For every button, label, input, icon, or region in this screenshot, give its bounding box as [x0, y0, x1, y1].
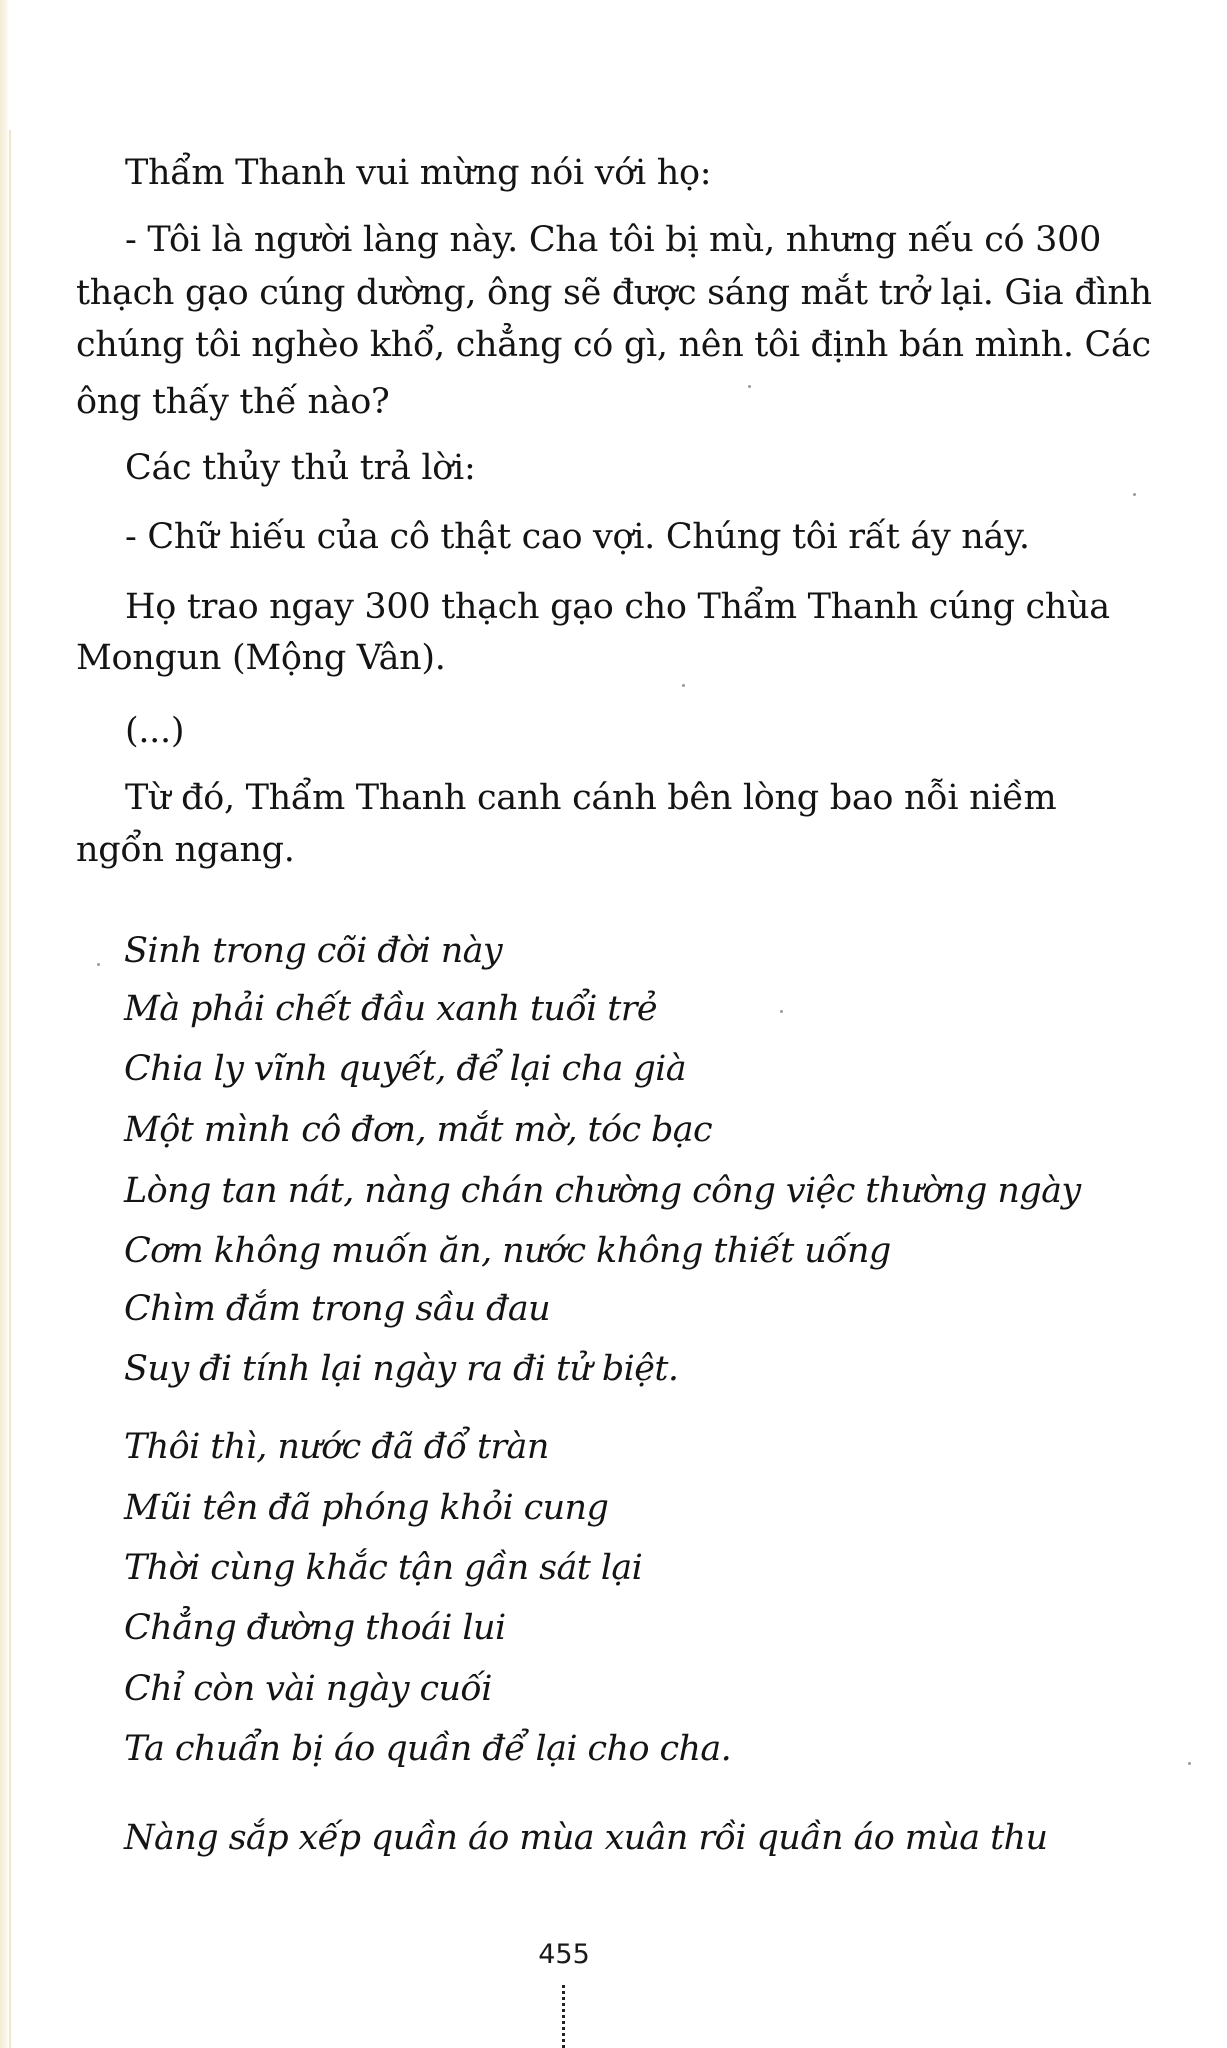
poem-stanza-2-line-5: Chỉ còn vài ngày cuối	[124, 1669, 492, 1709]
poem-stanza-2-line-3: Thời cùng khắc tận gần sát lại	[124, 1548, 643, 1588]
paragraph-3-line-1: Các thủy thủ trả lời:	[125, 448, 476, 488]
poem-stanza-2-line-1: Thôi thì, nước đã đổ tràn	[124, 1427, 549, 1467]
poem-stanza-1-line-4: Một mình cô đơn, mắt mờ, tóc bạc	[124, 1110, 713, 1150]
paragraph-6-ellipsis: (...)	[125, 711, 185, 751]
paragraph-2-line-1: - Tôi là người làng này. Cha tôi bị mù, nhưng nếu có 300	[125, 220, 1102, 260]
paragraph-5-line-2: Mongun (Mộng Vân).	[76, 638, 446, 678]
poem-stanza-1-line-1: Sinh trong cõi đời này	[124, 931, 503, 971]
scan-speck	[780, 1010, 783, 1013]
poem-stanza-1-line-8: Suy đi tính lại ngày ra đi tử biệt.	[124, 1349, 679, 1389]
poem-stanza-3-line-1: Nàng sắp xếp quần áo mùa xuân rồi quần áo mùa thu	[124, 1818, 1048, 1858]
poem-stanza-1-line-7: Chìm đắm trong sầu đau	[124, 1289, 551, 1329]
page-number: 455	[538, 1939, 590, 1970]
paragraph-7-line-1: Từ đó, Thẩm Thanh canh cánh bên lòng bao nỗi niềm	[125, 778, 1057, 818]
paragraph-4-line-1: - Chữ hiếu của cô thật cao vợi. Chúng tôi rất áy náy.	[125, 517, 1030, 557]
poem-stanza-1-line-2: Mà phải chết đầu xanh tuổi trẻ	[124, 989, 658, 1029]
paragraph-1-line-1: Thẩm Thanh vui mừng nói với họ:	[125, 153, 712, 193]
poem-stanza-1-line-3: Chia ly vĩnh quyết, để lại cha già	[124, 1049, 686, 1089]
poem-stanza-1-line-6: Cơm không muốn ăn, nước không thiết uống	[124, 1231, 891, 1271]
paragraph-7-line-2: ngổn ngang.	[76, 830, 295, 870]
scan-speck	[1188, 1762, 1191, 1765]
dotted-cut-line	[562, 1985, 565, 2048]
paragraph-2-line-2: thạch gạo cúng dường, ông sẽ được sáng mắt trở lại. Gia đình	[76, 273, 1152, 313]
scan-speck	[682, 684, 685, 687]
poem-stanza-2-line-2: Mũi tên đã phóng khỏi cung	[124, 1488, 609, 1528]
paragraph-2-line-4: ông thấy thế nào?	[76, 382, 390, 422]
poem-stanza-2-line-4: Chẳng đường thoái lui	[124, 1608, 506, 1648]
scan-speck	[97, 963, 100, 966]
scan-speck	[1133, 493, 1136, 496]
scan-speck	[748, 385, 751, 388]
paragraph-5-line-1: Họ trao ngay 300 thạch gạo cho Thẩm Thanh cúng chùa	[125, 587, 1110, 627]
poem-stanza-1-line-5: Lòng tan nát, nàng chán chường công việc thường ngày	[124, 1171, 1081, 1211]
paragraph-2-line-3: chúng tôi nghèo khổ, chẳng có gì, nên tôi định bán mình. Các	[76, 325, 1151, 365]
poem-stanza-2-line-6: Ta chuẩn bị áo quần để lại cho cha.	[124, 1729, 732, 1769]
